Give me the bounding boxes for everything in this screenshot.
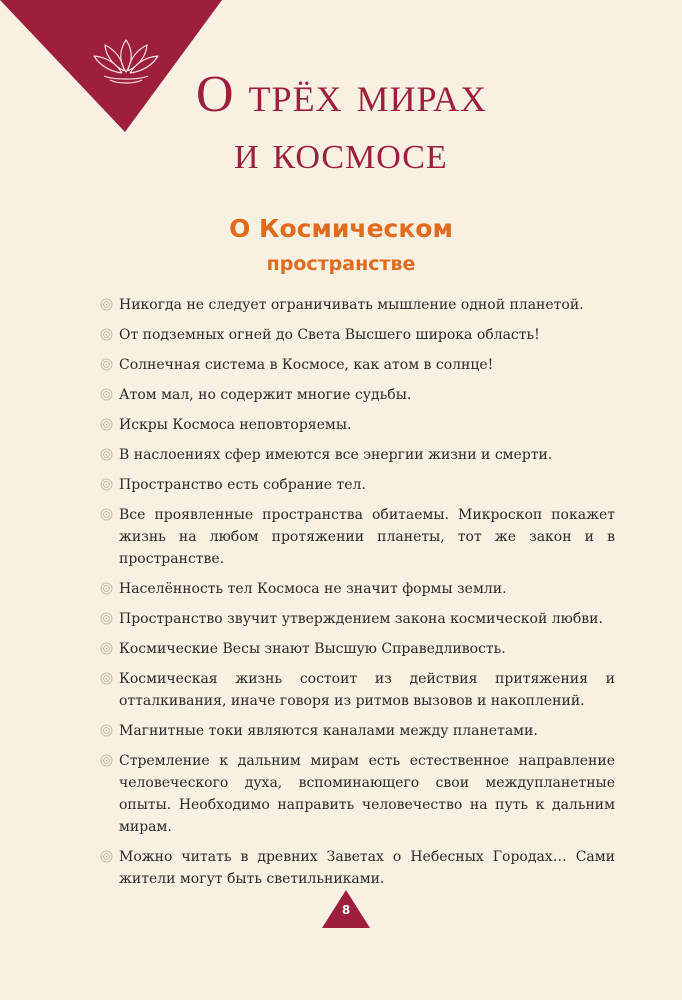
section-title [0, 210, 682, 280]
bullet-icon [100, 448, 113, 461]
bullet-icon [100, 672, 113, 685]
bullet-icon [100, 582, 113, 595]
main-title-line1: О трёх мирах [196, 66, 487, 123]
section-title-line2: пространстве [266, 253, 416, 275]
list-item [100, 720, 615, 742]
bullet-icon [100, 358, 113, 371]
bullet-icon [100, 724, 113, 737]
bullet-icon [100, 328, 113, 341]
list-item [100, 750, 615, 838]
bullet-icon [100, 850, 113, 863]
bullet-icon [100, 418, 113, 431]
list-item [100, 608, 615, 630]
list-item-text: Никогда не следует ограничивать мышление одной планетой. [119, 297, 584, 313]
list-item [100, 638, 615, 660]
list-item-text: Стремление к дальним мирам есть естественное направление человеческого духа, вспоминающего свои междупланетные опыты. Необходимо направить человечество на путь к дальним мирам. [119, 753, 615, 835]
list-item-text: Все проявленные пространства обитаемы. Микроскоп покажет жизнь на любом протяжении планеты, тот же закон и в пространстве. [119, 507, 615, 567]
list-item-text: Пространство звучит утверждением закона космической любви. [119, 611, 603, 627]
corner-decoration [0, 0, 222, 132]
list-item [100, 504, 615, 570]
list-item [100, 444, 615, 466]
list-item-text: От подземных огней до Света Высшего широка область! [119, 327, 540, 343]
list-item [100, 294, 615, 316]
list-item [100, 668, 615, 712]
list-item-text: В наслоениях сфер имеются все энергии жизни и смерти. [119, 447, 553, 463]
list-item-text: Магнитные токи являются каналами между планетами. [119, 723, 538, 739]
list-item [100, 414, 615, 436]
list-item [100, 578, 615, 600]
bullet-icon [100, 388, 113, 401]
page-number: 8 [341, 903, 351, 917]
list-item [100, 846, 615, 890]
bullet-icon [100, 642, 113, 655]
list-item [100, 354, 615, 376]
bullet-icon [100, 754, 113, 767]
list-item [100, 474, 615, 496]
bullet-icon [100, 478, 113, 491]
list-item-text: Искры Космоса неповторяемы. [119, 417, 352, 433]
bullet-icon [100, 612, 113, 625]
list-item-text: Населённость тел Космоса не значит формы земли. [119, 581, 507, 597]
bullet-icon [100, 298, 113, 311]
list-item-text: Атом мал, но содержит многие судьбы. [119, 387, 412, 403]
list-item-text: Солнечная система в Космосе, как атом в солнце! [119, 357, 494, 373]
section-title-line1: О Космическом [229, 214, 453, 243]
list-item [100, 384, 615, 406]
aphorism-list [100, 294, 615, 898]
list-item-text: Можно читать в древних Заветах о Небесных Городах… Сами жители могут быть светильниками. [119, 849, 615, 887]
bullet-icon [100, 508, 113, 521]
list-item-text: Космическая жизнь состоит из действия притяжения и отталкивания, иначе говоря из ритмов вызовов и накоплений. [119, 671, 615, 709]
list-item-text: Космические Весы знают Высшую Справедливость. [119, 641, 506, 657]
list-item [100, 324, 615, 346]
list-item-text: Пространство есть собрание тел. [119, 477, 366, 493]
main-title-line2: и космосе [234, 126, 448, 179]
